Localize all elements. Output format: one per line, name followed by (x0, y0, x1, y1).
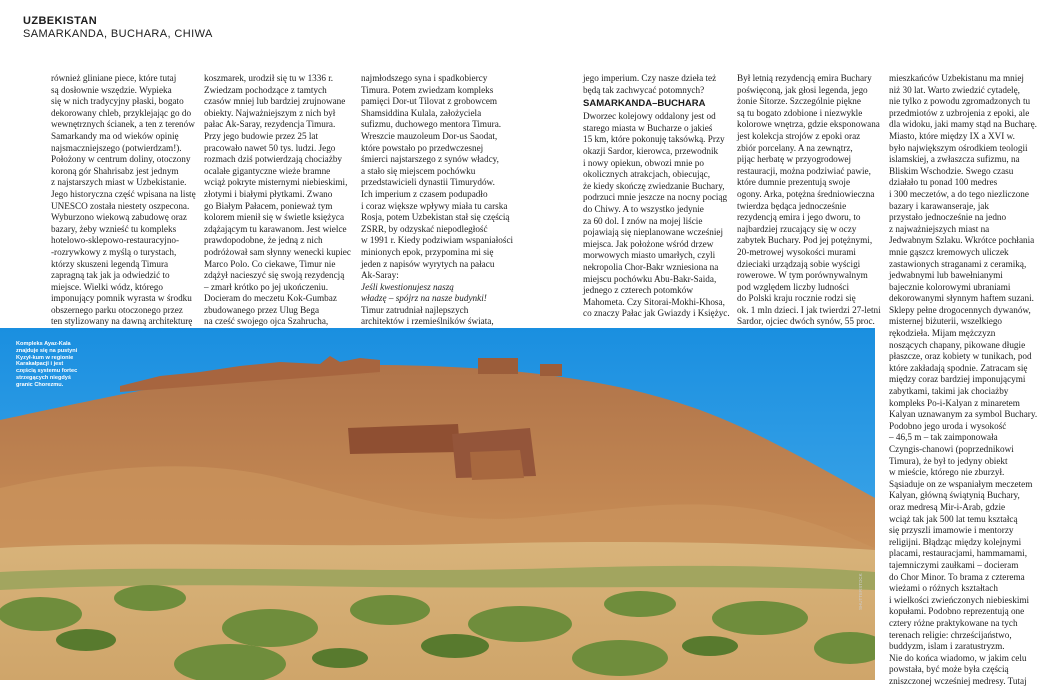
text-line: żonie Sitorze. Szczególnie piękne (737, 96, 861, 107)
text-line: które dumnie prezentują swoje (737, 177, 851, 188)
text-line: i 300 meczetów, a do tego niezliczone (889, 188, 1029, 199)
text-line: Docieram do meczetu Kok-Gumbaz (204, 293, 337, 304)
text-line: religijni. Błądząc między kolejnymi (889, 536, 1022, 547)
text-line: i nowy opiekun, obwozi mnie po (583, 157, 704, 168)
text-line: w 1991 r. Kiedy podziwiam wspaniałości (361, 235, 514, 246)
text-line: na cześć swojego ojca Szahrucha, (204, 316, 329, 327)
text-line: są dosłownie wszędzie. Wypieka (51, 84, 172, 95)
text-line: islamskiej, a zwłaszcza sufizmu, na (889, 154, 1020, 165)
text-line: najmłodszego syna i spadkobiercy (361, 73, 488, 83)
text-line: go Białym Pałacem, ponieważ tym (204, 200, 333, 211)
text-line: zapragną tak jak ja odwiedzić to (51, 270, 170, 281)
text-line: Jedwabnym Szlaku. Wkrótce pochłania (889, 235, 1035, 246)
text-line: koroną gór Shahrisabz jest jednym (51, 165, 179, 176)
column-2-text (204, 73, 354, 328)
text-line: Był letnią rezydencją emira Buchary (737, 73, 872, 83)
text-line: Wreszcie mauzoleum Dor-us Saodat, (361, 130, 498, 141)
text-line: rozmach dziś potwierdzają chociażby (204, 154, 343, 165)
article-column-2 (204, 73, 354, 328)
quote-start: Jeśli kwestionujesz naszą (361, 281, 454, 292)
column-6-text (889, 73, 1039, 687)
text-line: złotymi i białymi płytkami. Zwano (204, 188, 333, 199)
text-line: ten stylizowany na dawną architekturę (51, 316, 193, 327)
text-line: wciąż pokryte misternymi niebieskimi, (204, 177, 348, 188)
text-line: Położony w centrum doliny, otoczony (51, 154, 191, 165)
text-line: zdążył nacieszyć się swoją rezydencją (204, 270, 345, 281)
text-line: restauracji, można podziwiać pawie, (737, 165, 871, 176)
text-line: Sklepy pełne drogocennych dywanów, (889, 304, 1031, 315)
text-line: będą tak zachwycać potomnych? (583, 84, 705, 95)
text-line: Sąsiaduje on ze wspaniałym meczetem (889, 478, 1033, 489)
text-line: również gliniane piece, które tutaj (51, 73, 177, 83)
text-line: prawdopodobne, że jedną z nich (204, 235, 323, 246)
text-line: pod względem liczby ludności (737, 281, 850, 292)
text-line: do Chiwy. A to wszystko jedynie (583, 203, 704, 214)
text-line: Marco Polo. Co ciekawe, Timur nie (204, 258, 336, 269)
quote-line-2 (361, 293, 511, 305)
text-line: okolicznych atrakcjach, obiecując, (583, 169, 711, 180)
text-line: przedmiotów z uzbrojenia z epoki, ale (889, 107, 1030, 118)
article-column-3 (361, 73, 514, 340)
text-line: pamięci Dor-ut Tilovat z grobowcem (361, 96, 498, 107)
text-line: zabytek Buchary. Pod jej potężnymi, (737, 235, 873, 246)
text-line: zniszczonej wcześniej medresy. Tutaj (889, 675, 1027, 686)
text-line: w mieście, którego nie zburzył. (889, 467, 1005, 478)
quote-line-1 (361, 282, 511, 294)
text-line: wieżami o różnych kształtach (889, 583, 998, 594)
text-line: jednego z czterech potomków (583, 285, 693, 296)
text-line: starego miasta w Bucharze o jakieś (583, 122, 713, 133)
text-line: jego imperium. Czy nasze dzieła też (583, 73, 717, 83)
text-line: nekropolia Chor-Bakr wzniesiona na (583, 261, 719, 272)
text-line: ocalałe gigantyczne wieże bramne (204, 165, 331, 176)
text-line: noszących chapany, pikowane długie (889, 339, 1026, 350)
text-line: sufizmu, duchowego mentora Timura. (361, 119, 502, 130)
article-column-4 (583, 73, 733, 320)
text-line: się przyszli imamowie i mentorzy (889, 525, 1014, 536)
column-5-text (737, 73, 887, 328)
text-line: przystało jednocześnie na jedno (889, 212, 1007, 223)
text-line: między coraz bardziej imponującymi (889, 374, 1026, 385)
text-line: Czyngis-chanowi (poprzednikowi (889, 444, 1014, 454)
text-line: misternej biżuterii, wszelkiego (889, 316, 1003, 327)
text-line: Jego historyczna część wpisana na listę (51, 188, 196, 199)
text-line: rezydencją emira i jego dworu, to (737, 212, 861, 223)
text-line: powstała, być może była częścią (889, 664, 1009, 675)
text-line: płaszcze, oraz kobiety w tunikach, pod (889, 351, 1032, 362)
text-line: najsmaczniejszego (potwierdzam!). (51, 142, 182, 153)
text-line: jest kolekcja strojów z epoki oraz (737, 130, 861, 141)
text-line: architektów i rzemieślników świata, (361, 316, 494, 327)
text-line: wciąż tak jak 500 lat temu kształcą (889, 513, 1018, 524)
text-line: zastawionych straganami z ceramiką, (889, 258, 1027, 269)
text-line: mieszkańców Uzbekistanu ma mniej (889, 73, 1024, 83)
text-line: – zmarł krótko po jej ukończeniu. (204, 281, 328, 292)
text-line: ZSRR, by odzyskać niepodległość (361, 223, 488, 234)
text-line: i coraz większe wpływy miała tu carska (361, 200, 508, 211)
column-4-text-cont (583, 111, 733, 320)
text-line: oraz medresą Mir-i-Arab, gdzie (889, 501, 1006, 512)
text-line: dla widoku, jaki mamy stąd na Bucharę. (889, 119, 1037, 130)
text-line: Wyburzono wiekową zabudowę oraz (51, 212, 187, 223)
text-line: pracowało nawet 50 tys. ludzi. Jego (204, 142, 336, 153)
text-line: bajecznie kolorowymi ubraniami (889, 281, 1011, 292)
text-line: Zwiedzam pochodzące z tamtych (204, 84, 327, 95)
text-line: pałac Ak-Saray, rezydencja Timura. (204, 119, 336, 130)
text-line: okazji Sardor, kierowca, przewodnik (583, 145, 719, 156)
text-line: kolorowe wnętrza, gdzie eksponowana (737, 119, 880, 130)
column-1-text (51, 73, 201, 328)
article-column-6 (889, 73, 1039, 687)
text-line: obszernego parku otoczonego przez (51, 304, 183, 315)
quote-end: władzę – spójrz na nasze budynki! (361, 293, 487, 304)
text-line: z najstarszych miast w Uzbekistanie. (51, 177, 187, 188)
article-column-5 (737, 73, 887, 328)
text-line: Bliskim Wschodzie. Swego czasu (889, 165, 1014, 176)
text-line: rękodzieła. Mijam mężczyzn (889, 328, 996, 339)
text-line: zdążającym tu karawanom. Jest wielce (204, 223, 347, 234)
text-line: bazary, żeby wznieść tu kompleks (51, 223, 177, 234)
text-line: 20-metrowej wysokości murami (737, 246, 856, 257)
text-line: Samarkandy ma od wieków opinię (51, 130, 179, 141)
text-line: imponujący pomnik wyrasta w środku (51, 293, 192, 304)
text-line: Timura. Potem zwiedzam kompleks (361, 84, 494, 95)
article-column-1 (51, 73, 201, 328)
cities-subtitle: SAMARKANDA, BUCHARA, CHIWA (23, 28, 213, 40)
text-line: Ich imperium z czasem podupadło (361, 188, 488, 199)
text-line: dekorowanymi słynnym haftem suzani. (889, 293, 1034, 304)
text-line: Miasto, które między IX a XVI w. (889, 130, 1015, 141)
text-line: cztery różne praktykowane na tych (889, 617, 1018, 628)
text-line: kompleks Po-i-Kalyan z minaretem (889, 397, 1020, 408)
text-line: którzy skuszeni legendą Timura (51, 258, 169, 269)
text-line: pijąc herbatę w przyogrodowej (737, 154, 852, 165)
text-line: Sardor, ojciec dwóch synów, 55 proc. (737, 316, 875, 327)
text-line: rowerowe. W tym porównywalnym (737, 270, 868, 281)
text-line: -rozrywkowy z myślą o turystach, (51, 246, 177, 257)
desert-fortress-photo (0, 328, 875, 680)
text-line: miejsca. Jak położone wśród drzew (583, 238, 714, 249)
text-line: przedstawicieli dynastii Timurydów. (361, 177, 495, 188)
text-line: jeden z napisów wyrytych na pałacu (361, 258, 495, 269)
text-line: czasów mniej lub bardziej zrujnowane (204, 96, 346, 107)
text-line: Timur zatrudniał najlepszych (361, 304, 469, 315)
text-line: obiekty. Najważniejszym z nich był (204, 107, 336, 118)
text-line: pojawiają się nieplanowane wcześniej (583, 227, 724, 238)
text-line: morwowych miasto umarłych, czyli (583, 250, 716, 261)
text-line: co znaczy Pałac jak Gwiazdy i Księżyc. (583, 308, 730, 319)
text-line: Kalyan uznawanym za symbol Buchary. (889, 409, 1038, 420)
text-line: wewnętrznych ścianek, a ten z terenów (51, 119, 195, 130)
text-line: Dworzec kolejowy oddalony jest od (583, 111, 716, 122)
text-line: ogony. Arka, potężna średniowieczna (737, 188, 875, 199)
text-line: poświęconą, jak głosi legenda, jego (737, 84, 868, 95)
text-line: miejsce. Wielki wódz, którego (51, 281, 163, 292)
section-header (23, 15, 213, 40)
text-line: kolorem mienił się w świetle księżyca (204, 212, 345, 223)
text-line: Kalyan, główną świątynią Buchary, (889, 490, 1020, 501)
text-line: terenach religie: chrześcijaństwo, (889, 629, 1012, 640)
text-line: 15 km, które pokonuję taksówką. Przy (583, 134, 725, 145)
text-line: dzieciaki urządzają sobie wyścigi (737, 258, 861, 269)
text-line: i wielkości zwieńczonych niebieskimi (889, 594, 1030, 605)
text-line: z najważniejszych miast na (889, 223, 990, 234)
text-line: tajemniczymi zaułkami – docieram (889, 559, 1019, 570)
text-line: bazary i karawanseraje, jak (889, 200, 989, 211)
text-line: się w nich tradycyjny płaski, bogato (51, 96, 184, 107)
text-line: Nie do końca wiadomo, w jakim celu (889, 652, 1027, 663)
text-line: że kiedy skończę zwiedzanie Buchary, (583, 180, 725, 191)
text-line: zbudowanego przez Ulug Bega (204, 304, 320, 315)
column-3-text (361, 73, 514, 282)
text-line: śmierci najstarszego z synów władcy, (361, 154, 499, 165)
text-line: Shamsiddina Kulala, założyciela (361, 107, 482, 118)
text-line: koszmarek, urodził się tu w 1336 r. (204, 73, 334, 83)
text-line: zbiór porcelany. A na zewnątrz, (737, 142, 853, 153)
photo-caption: Kompleks Ayaz-Kala znajduje się na pustyni Kyzył-kum w regionie Karakałpacji i jest częścią systemu fortec strzegących niegdyś granic Chorezmu. (16, 341, 78, 388)
text-line: są tu bogato zdobione i niezwykle (737, 107, 863, 118)
text-line: mnie gąszcz kremowych uliczek (889, 246, 1009, 257)
text-line: – 46,5 m – tak zaimponowała (889, 432, 998, 443)
text-line: a stało się miejscem pochówku (361, 165, 476, 176)
text-line: UNESCO została niestety oszpecona. (51, 200, 190, 211)
text-line: dekorowany chleb, przyklejając go do (51, 107, 192, 118)
text-line: minionych epok, przypomina mi się (361, 246, 494, 257)
text-line: podrzuci mnie jeszcze na nocny pociąg (583, 192, 728, 203)
text-line: Timura), że był to jedyny obiekt (889, 455, 1008, 466)
text-line: kopułami. Podobno reprezentują one (889, 606, 1025, 617)
text-line: nie tylko z powodu zgromadzonych tu (889, 96, 1031, 107)
text-line: Rosja, potem Uzbekistan stał się częścią (361, 212, 510, 223)
text-line: Mahometa. Czy Sitorai-Mokhi-Khosa, (583, 296, 725, 307)
column-4-text (583, 73, 733, 96)
text-line: ok. 1 mln dzieci. I jak twierdzi 27-letni (737, 304, 881, 315)
text-line: Przy jego budowie przez 25 lat (204, 130, 319, 141)
text-line: niż 30 lat. Warto zwiedzić cytadelę, (889, 84, 1020, 95)
text-line: miejscu pochówku Abu-Bakr-Saida, (583, 273, 717, 284)
text-line: hotelowo-sklepowo-restauracyjno- (51, 235, 180, 246)
country-title: UZBEKISTAN (23, 15, 98, 27)
text-line: działało tu ponad 100 medres (889, 177, 998, 188)
text-line: podróżował sam słynny wenecki kupiec (204, 246, 351, 257)
text-line: Podobno jego uroda i wysokość (889, 420, 1007, 431)
text-line: zabytkami, takimi jak chociażby (889, 386, 1009, 397)
text-line: do Chor Minor. To brama z czterema (889, 571, 1025, 582)
text-line: placami, restauracjami, hammamami, (889, 548, 1028, 559)
text-line: które zakładają spodnie. Zatracam się (889, 362, 1028, 373)
text-line: które powstało po przedwczesnej (361, 142, 484, 153)
photo-credit: SHUTTERSTOCK (858, 573, 863, 610)
text-line: było największym ośrodkiem teologii (889, 142, 1028, 153)
text-line: jedwabnymi lub bawełnianymi (889, 270, 1003, 281)
section-heading: SAMARKANDA–BUCHARA (583, 98, 706, 110)
text-line: twierdza będąca jednocześnie (737, 200, 847, 211)
text-line: Ak-Saray: (361, 270, 399, 281)
text-line: za 60 dol. I znów na mojej liście (583, 215, 703, 226)
text-line: do Polski kraju rocznie rodzi się (737, 293, 856, 304)
text-line: buddyzm, islam i zaratustryzm. (889, 641, 1005, 652)
text-line: najbardziej rzucający się w oczy (737, 223, 857, 234)
